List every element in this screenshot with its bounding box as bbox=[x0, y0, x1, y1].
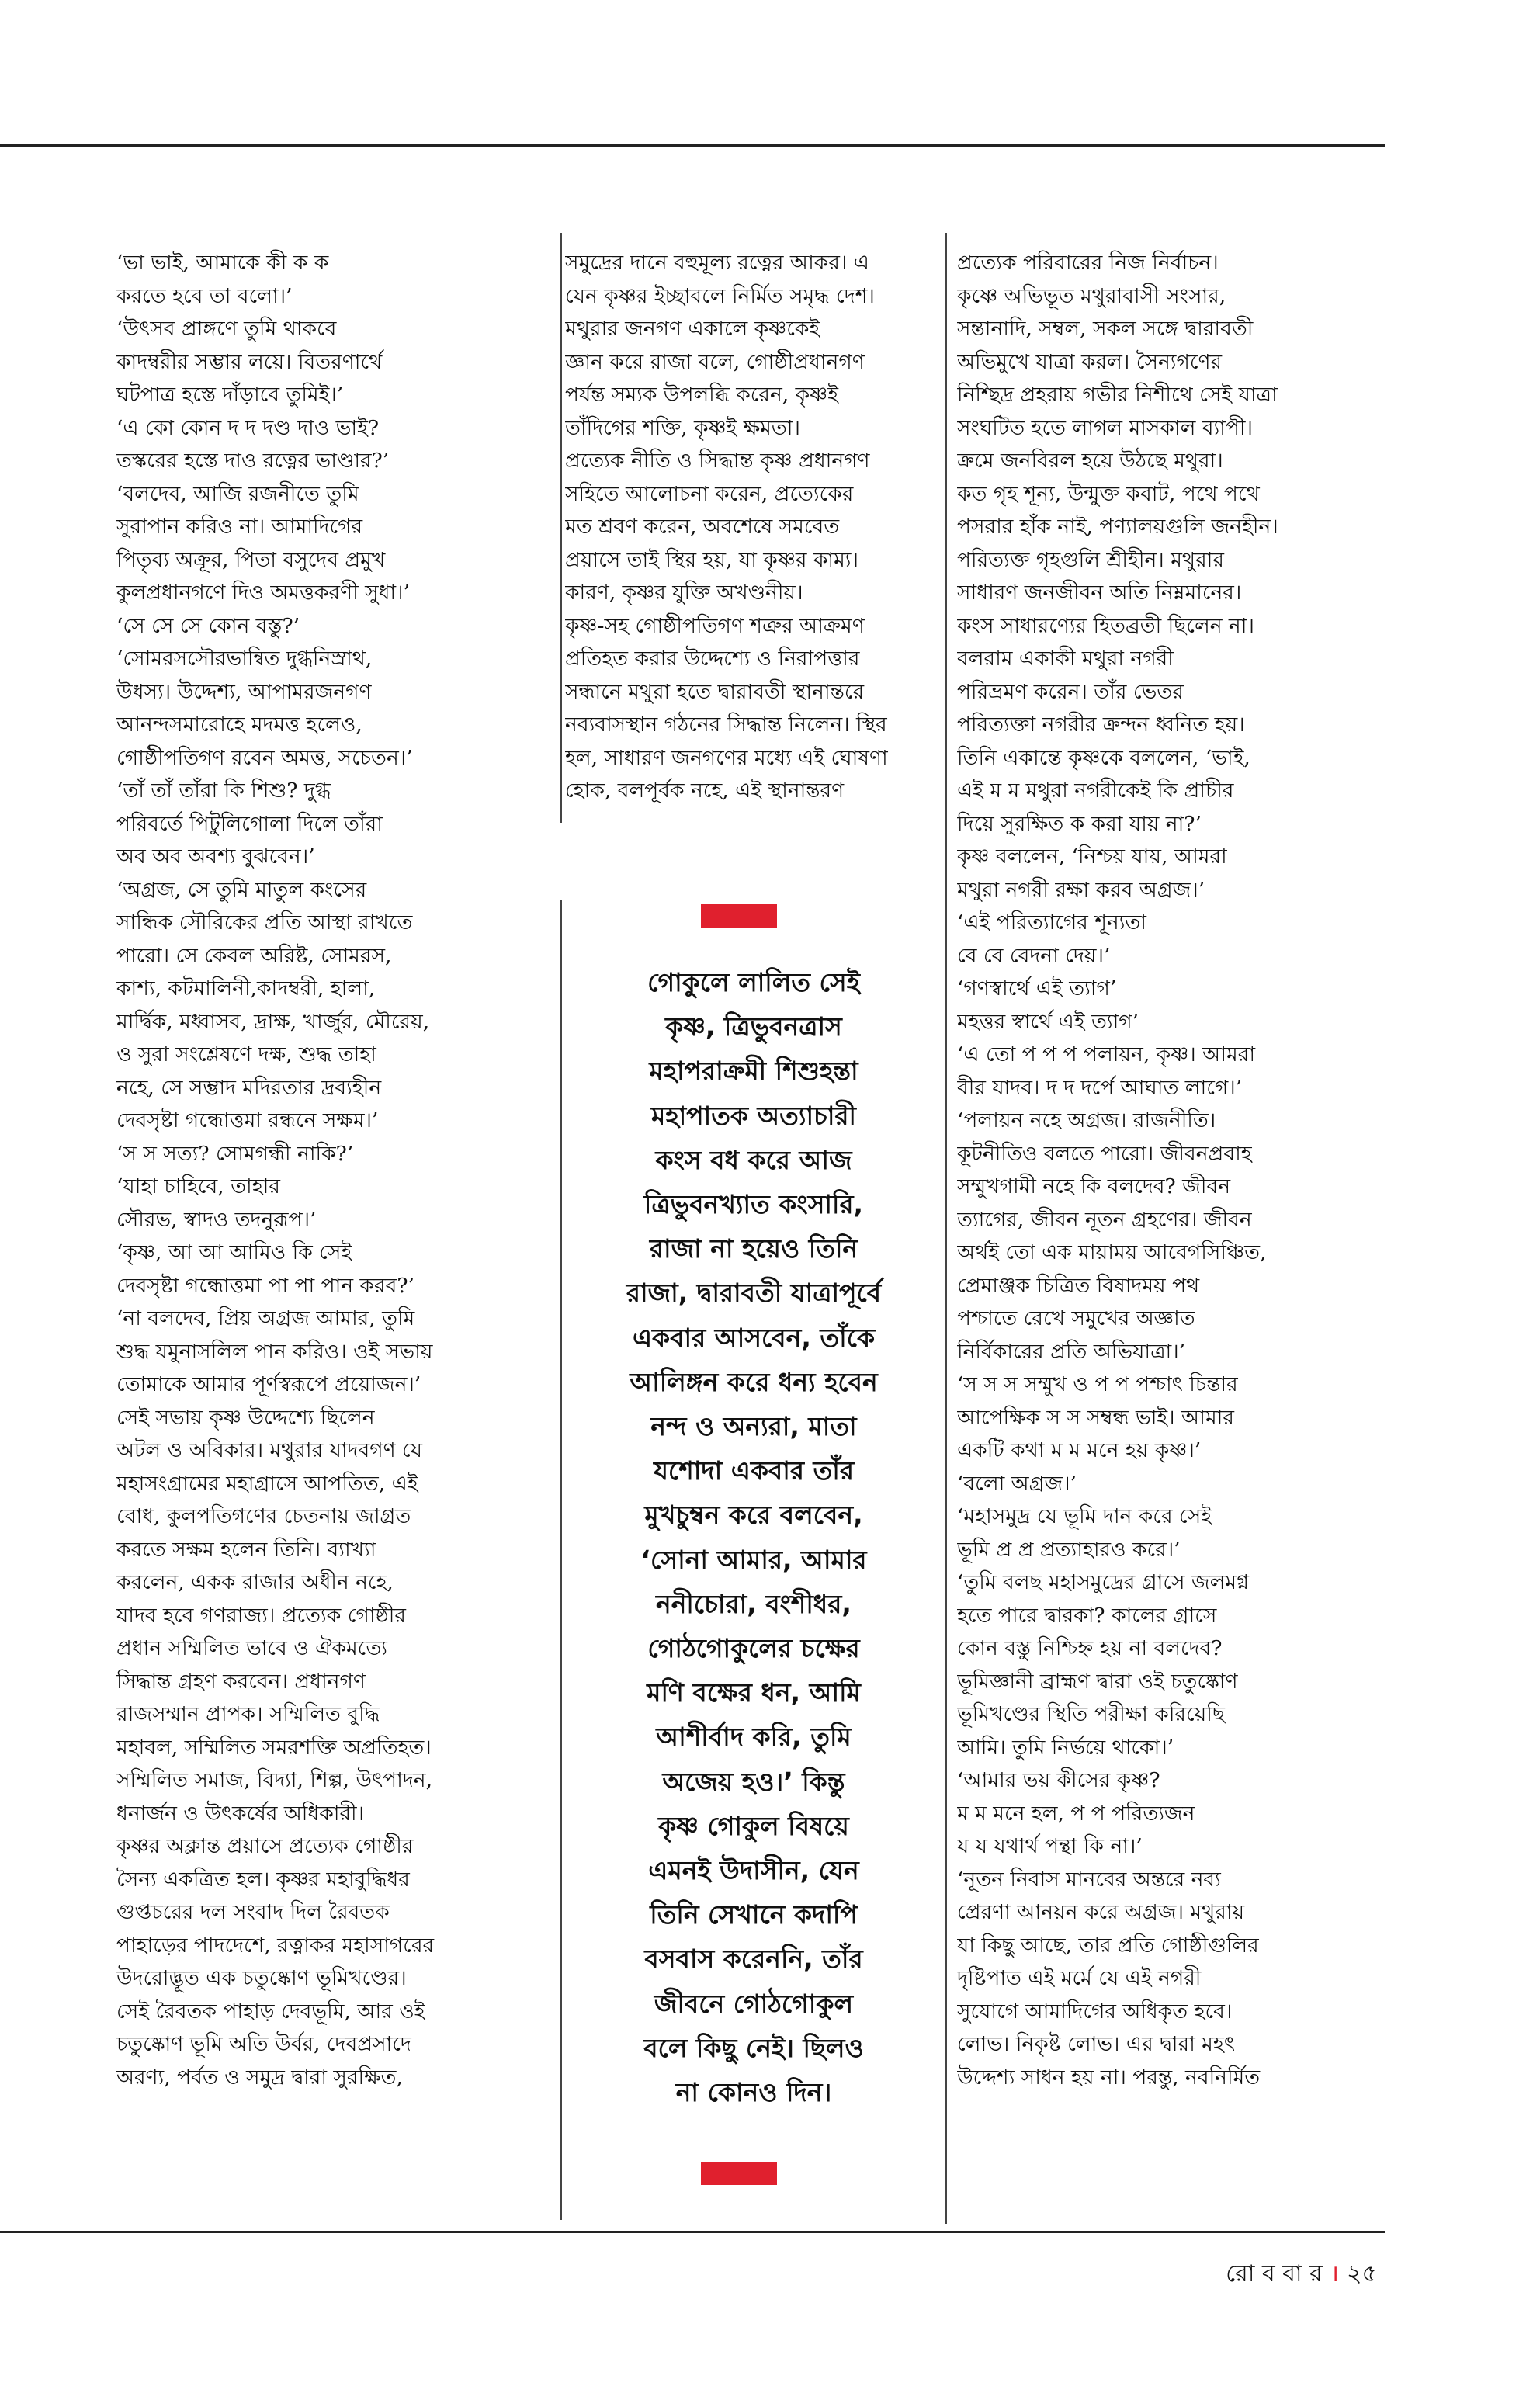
text-line: ও সুরা সংশ্লেষণে দক্ষ, শুদ্ধ তাহা bbox=[116, 1042, 376, 1066]
pull-quote-line: মহাপরাক্রমী শিশুহন্তা bbox=[649, 1056, 858, 1087]
text-line: ‘বলদেব, আজি রজনীতে তুমি bbox=[116, 481, 359, 506]
pull-quote-text bbox=[571, 960, 937, 2114]
text-line: পসরার হাঁক নাই, পণ্যালয়গুলি জনহীন। bbox=[957, 515, 1278, 539]
text-line: শুদ্ধ যমুনাসলিল পান করিও। ওই সভায় bbox=[116, 1339, 433, 1364]
text-line: য য যথার্থ পন্থা কি না।’ bbox=[957, 1834, 1143, 1858]
pull-quote bbox=[571, 897, 937, 2201]
text-line: বোধ, কুলপতিগণের চেতনায় জাগ্রত bbox=[116, 1504, 411, 1528]
pull-quote-line: রাজা, দ্বারাবতী যাত্রাপূর্বে bbox=[626, 1278, 882, 1309]
text-line: পশ্চাতে রেখে সমুখের অজ্ঞাত bbox=[957, 1306, 1195, 1330]
text-line: ভূমিজ্ঞানী ব্রাহ্মণ দ্বারা ওই চতুষ্কোণ bbox=[957, 1669, 1238, 1694]
text-line: ‘নূতন নিবাস মানবের অন্তরে নব্য bbox=[957, 1867, 1221, 1892]
text-line: ‘তাঁ তাঁ তাঁরা কি শিশু? দুগ্ধ bbox=[116, 779, 331, 803]
text-line: ‘স স স সম্মুখ ও প প পশ্চাৎ চিন্তার bbox=[957, 1372, 1238, 1396]
text-line: মহাবল, সম্মিলিত সমরশক্তি অপ্রতিহত। bbox=[116, 1735, 432, 1760]
text-line: ঘটপাত্র হস্তে দাঁড়াবে তুমিই।’ bbox=[116, 383, 344, 407]
text-line: সৈন্য একত্রিত হল। কৃষ্ণর মহাবুদ্ধিধর bbox=[116, 1867, 410, 1892]
pull-quote-line: কৃষ্ণ গোকুল বিষয়ে bbox=[658, 1810, 849, 1841]
text-line: সহিতে আলোচনা করেন, প্রত্যেকের bbox=[565, 481, 854, 506]
page-footer bbox=[1226, 2255, 1377, 2294]
text-line: ‘সোমরসসৌরভান্বিত দুগ্ধনিস্রাথ, bbox=[116, 647, 373, 671]
text-line: পরিবর্তে পিটুলিগোলা দিলে তাঁরা bbox=[116, 811, 383, 836]
text-line: প্রত্যেক নীতি ও সিদ্ধান্ত কৃষ্ণ প্রধানগণ bbox=[565, 449, 870, 473]
text-line: মত শ্রবণ করেন, অবশেষে সমবেত bbox=[565, 515, 840, 539]
text-line: মহাসংগ্রামের মহাগ্রাসে আপতিত, এই bbox=[116, 1471, 418, 1496]
footer-separator: । bbox=[1330, 2260, 1340, 2287]
text-line: ‘পলায়ন নহে অগ্রজ। রাজনীতি। bbox=[957, 1108, 1216, 1132]
text-line: করতে সক্ষম হলেন তিনি। ব্যাখ্যা bbox=[116, 1537, 376, 1562]
text-line: ‘এই পরিত্যাগের শূন্যতা bbox=[957, 910, 1146, 935]
column-divider-2 bbox=[945, 233, 947, 2224]
text-line: দিয়ে সুরক্ষিত ক করা যায় না?’ bbox=[957, 811, 1202, 836]
pull-quote-line: মুখচুম্বন করে বলবেন, bbox=[644, 1500, 863, 1531]
pull-quote-line: রাজা না হয়েও তিনি bbox=[649, 1233, 858, 1264]
pull-quote-line: না কোনও দিন। bbox=[675, 2077, 832, 2108]
text-line: করলেন, একক রাজার অধীন নহে, bbox=[116, 1570, 394, 1594]
text-line: দৃষ্টিপাত এই মর্মে যে এই নগরী bbox=[957, 1966, 1202, 1990]
text-line: যেন কৃষ্ণর ইচ্ছাবলে নির্মিত সমৃদ্ধ দেশ। bbox=[565, 283, 875, 308]
text-line: সৌরভ, স্বাদও তদনুরূপ।’ bbox=[116, 1207, 317, 1232]
text-line: চতুষ্কোণ ভূমি অতি উর্বর, দেবপ্রসাদে bbox=[116, 2032, 411, 2056]
pull-quote-line: অজেয় হও।’ কিন্তু bbox=[662, 1766, 845, 1797]
text-line: ‘উৎসব প্রাঙ্গণে তুমি থাকবে bbox=[116, 317, 337, 341]
column-divider-1 bbox=[560, 233, 562, 823]
text-line: কোন বস্তু নিশ্চিহ্ন হয় না বলদেব? bbox=[957, 1636, 1223, 1660]
text-line: যাদব হবে গণরাজ্য। প্রত্যেক গোষ্ঠীর bbox=[116, 1603, 406, 1628]
text-line: ‘কৃষ্ণ, আ আ আমিও কি সেই bbox=[116, 1240, 352, 1264]
text-line: তাঁদিগের শক্তি, কৃষ্ণই ক্ষমতা। bbox=[565, 415, 800, 440]
text-line: মথুরার জনগণ একালে কৃষ্ণকেই bbox=[565, 317, 820, 341]
text-line: কাশ্য, কটমালিনী,কাদম্বরী, হালা, bbox=[116, 976, 376, 1001]
page-number: ২৫ bbox=[1347, 2260, 1377, 2287]
pull-quote-line: কংস বধ করে আজ bbox=[655, 1144, 852, 1175]
pull-quote-line: নন্দ ও অন্যরা, মাতা bbox=[650, 1411, 857, 1442]
top-rule bbox=[0, 144, 1385, 147]
text-line: উদ্দেশ্য সাধন হয় না। পরন্তু, নবনির্মিত bbox=[957, 2065, 1261, 2090]
text-line: প্রত্যেক পরিবারের নিজ নির্বাচন। bbox=[957, 251, 1219, 275]
pull-quote-line: তিনি সেখানে কদাপি bbox=[650, 1899, 858, 1930]
text-line: ভূমি প্র প্র প্রত্যাহারও করে।’ bbox=[957, 1537, 1181, 1562]
text-line: রাজসম্মান প্রাপক। সম্মিলিত বুদ্ধি bbox=[116, 1702, 380, 1726]
text-line: কৃষ্ণর অক্লান্ত প্রয়াসে প্রত্যেক গোষ্ঠীর bbox=[116, 1834, 414, 1858]
text-line: কৃষ্ণে অভিভূত মথুরাবাসী সংসার, bbox=[957, 283, 1226, 308]
text-line: সেই সভায় কৃষ্ণ উদ্দেশ্যে ছিলেন bbox=[116, 1405, 375, 1430]
text-line: সেই রৈবতক পাহাড় দেবভূমি, আর ওই bbox=[116, 1999, 425, 2024]
pull-quote-line: এমনই উদাসীন, যেন bbox=[648, 1855, 859, 1886]
text-line: পরিভ্রমণ করেন। তাঁর ভেতর bbox=[957, 679, 1184, 704]
text-line: হতে পারে দ্বারকা? কালের গ্রাসে bbox=[957, 1603, 1217, 1628]
pull-quote-line: মণি বক্ষের ধন, আমি bbox=[647, 1677, 861, 1708]
text-line: ‘গণস্বার্থে এই ত্যাগ’ bbox=[957, 976, 1117, 1001]
text-line: ‘বলো অগ্রজ।’ bbox=[957, 1471, 1077, 1496]
text-line: ভূমিখণ্ডের স্থিতি পরীক্ষা করিয়েছি bbox=[957, 1702, 1225, 1726]
pull-quote-border-left bbox=[560, 900, 562, 2220]
text-line: সুযোগে আমাদিগের অধিকৃত হবে। bbox=[957, 1999, 1233, 2024]
text-line: প্রধান সম্মিলিত ভাবে ও ঐকমত্যে bbox=[116, 1636, 387, 1660]
text-line: ম ম মনে হল, প প পরিত্যজন bbox=[957, 1801, 1195, 1826]
text-line: বলরাম একাকী মথুরা নগরী bbox=[957, 647, 1174, 671]
pull-quote-line: বলে কিছু নেই। ছিলও bbox=[643, 2032, 864, 2063]
pull-quote-line: গোঠগোকুলের চক্ষের bbox=[647, 1633, 860, 1664]
text-line: সন্ধানে মথুরা হতে দ্বারাবতী স্থানান্তরে bbox=[565, 679, 865, 704]
text-line: সন্তানাদি, সম্বল, সকল সঙ্গে দ্বারাবতী bbox=[957, 317, 1254, 341]
pull-quote-line: কৃষ্ণ, ত্রিভুবনত্রাস bbox=[665, 1011, 842, 1042]
text-line: যা কিছু আছে, তার প্রতি গোষ্ঠীগুলির bbox=[957, 1933, 1259, 1958]
text-line: প্রেরণা আনয়ন করে অগ্রজ। মথুরায় bbox=[957, 1900, 1245, 1924]
text-line: পর্যন্ত সম্যক উপলব্ধি করেন, কৃষ্ণই bbox=[565, 383, 838, 407]
text-line: সংঘটিত হতে লাগল মাসকাল ব্যাপী। bbox=[957, 415, 1253, 440]
text-line: সিদ্ধান্ত গ্রহণ করবেন। প্রধানগণ bbox=[116, 1669, 366, 1694]
text-line: করতে হবে তা বলো।’ bbox=[116, 283, 293, 308]
text-line: উদরোদ্ভূত এক চতুষ্কোণ ভূমিখণ্ডের। bbox=[116, 1966, 407, 1990]
magazine-name: রো ব বা র bbox=[1226, 2260, 1323, 2287]
text-line: ‘মহাসমুদ্র যে ভূমি দান করে সেই bbox=[957, 1504, 1212, 1528]
text-line: এই ম ম মথুরা নগরীকেই কি প্রাচীর bbox=[957, 779, 1234, 803]
text-line: ‘না বলদেব, প্রিয় অগ্রজ আমার, তুমি bbox=[116, 1306, 415, 1330]
text-line: আপেক্ষিক স স সম্বন্ধ ভাই। আমার bbox=[957, 1405, 1234, 1430]
text-line: নহে, সে সম্ভাদ মদিরতার দ্রব্যহীন bbox=[116, 1075, 382, 1100]
text-line: ‘তুমি বলছ মহাসমুদ্রের গ্রাসে জলমগ্ন bbox=[957, 1570, 1250, 1594]
text-line: কাদম্বরীর সম্ভার লয়ে। বিতরণার্থে bbox=[116, 349, 383, 374]
text-line: প্রেমাঞ্জক চিত্রিত বিষাদময় পথ bbox=[957, 1273, 1200, 1298]
pull-quote-bottom-bar bbox=[701, 2162, 777, 2185]
text-line: অটল ও অবিকার। মথুরার যাদবগণ যে bbox=[116, 1438, 423, 1462]
text-line: মার্দ্বিক, মধ্বাসব, দ্রাক্ষ, খার্জুর, মৌরেয়, bbox=[116, 1009, 430, 1034]
text-line: ‘ভা ভাই, আমাকে কী ক ক bbox=[116, 251, 329, 275]
text-line: সুরাপান করিও না। আমাদিগের bbox=[116, 515, 363, 539]
text-line: অভিমুখে যাত্রা করল। সৈন্যগণের bbox=[957, 349, 1223, 374]
pull-quote-line: জীবনে গোঠগোকুল bbox=[654, 1988, 854, 2019]
text-line: সমুদ্রের দানে বহুমূল্য রত্নের আকর। এ bbox=[565, 251, 869, 275]
text-line: তিনি একান্তে কৃষ্ণকে বললেন, ‘ভাই, bbox=[957, 745, 1250, 770]
pull-quote-line: ‘সোনা আমার, আমার bbox=[640, 1544, 867, 1575]
pull-quote-line: একবার আসবেন, তাঁকে bbox=[632, 1322, 876, 1353]
text-line: মথুরা নগরী রক্ষা করব অগ্রজ।’ bbox=[957, 877, 1205, 902]
text-line: ধনার্জন ও উৎকর্ষের অধিকারী। bbox=[116, 1801, 365, 1826]
text-line: কত গৃহ শূন্য, উন্মুক্ত কবাট, পথে পথে bbox=[957, 481, 1260, 506]
pull-quote-line: আশীর্বাদ করি, তুমি bbox=[656, 1722, 852, 1753]
pull-quote-line: মহাপাতক অত্যাচারী bbox=[651, 1100, 856, 1131]
text-line: কারণ, কৃষ্ণর যুক্তি অখণ্ডনীয়। bbox=[565, 581, 803, 605]
text-line: লোভ। নিকৃষ্ট লোভ। এর দ্বারা মহৎ bbox=[957, 2032, 1235, 2056]
text-line: ‘সে সে সে কোন বস্তু?’ bbox=[116, 613, 300, 638]
article-column-3 bbox=[957, 247, 1376, 2218]
text-line: কুলপ্রধানগণে দিও অমত্তকরণী সুধা।’ bbox=[116, 581, 411, 605]
text-line: অব অব অবশ্য বুঝবেন।’ bbox=[116, 844, 315, 869]
text-line: ‘যাহা চাহিবে, তাহার bbox=[116, 1174, 280, 1198]
text-line: কৃষ্ণ-সহ গোষ্ঠীপতিগণ শত্রুর আক্রমণ bbox=[565, 613, 865, 638]
text-line: একটি কথা ম ম মনে হয় কৃষ্ণ।’ bbox=[957, 1438, 1202, 1462]
text-line: বীর যাদব। দ দ দর্পে আঘাত লাগে।’ bbox=[957, 1075, 1243, 1100]
text-line: ‘এ তো প প প পলায়ন, কৃষ্ণ। আমরা bbox=[957, 1042, 1256, 1066]
text-line: দেবসৃষ্টা গন্ধোত্তমা পা পা পান করব?’ bbox=[116, 1273, 414, 1298]
pull-quote-line: ননীচোরা, বংশীধর, bbox=[656, 1588, 852, 1619]
text-line: গোষ্ঠীপতিগণ রবেন অমত্ত, সচেতন।’ bbox=[116, 745, 413, 770]
pull-quote-top-bar bbox=[701, 904, 777, 928]
text-line: পিতৃব্য অক্রূর, পিতা বসুদেব প্রমুখ bbox=[116, 547, 386, 572]
text-line: ‘আমার ভয় কীসের কৃষ্ণ? bbox=[957, 1768, 1160, 1792]
text-line: প্রতিহত করার উদ্দেশ্যে ও নিরাপত্তার bbox=[565, 647, 860, 671]
text-line: মহত্তর স্বার্থে এই ত্যাগ’ bbox=[957, 1009, 1139, 1034]
text-line: নব্যবাসস্থান গঠনের সিদ্ধান্ত নিলেন। স্থির bbox=[565, 713, 887, 737]
text-line: অর্থই তো এক মায়াময় আবেগসিঞ্চিত, bbox=[957, 1240, 1267, 1264]
pull-quote-line: বসবাস করেননি, তাঁর bbox=[644, 1944, 863, 1975]
text-line: দেবসৃষ্টা গন্ধোত্তমা রন্ধনে সক্ষম।’ bbox=[116, 1108, 379, 1132]
text-line: ত্যাগের, জীবন নূতন গ্রহণের। জীবন bbox=[957, 1207, 1252, 1232]
pull-quote-line: যশোদা একবার তাঁর bbox=[653, 1455, 854, 1486]
text-line: সান্ধিক সৌরিকের প্রতি আস্থা রাখতে bbox=[116, 910, 413, 935]
text-line: হল, সাধারণ জনগণের মধ্যে এই ঘোষণা bbox=[565, 745, 888, 770]
text-line: হোক, বলপূর্বক নহে, এই স্থানান্তরণ bbox=[565, 779, 845, 803]
text-line: বে বে বেদনা দেয়।’ bbox=[957, 943, 1111, 968]
text-line: কংস সাধারণ্যের হিতব্রতী ছিলেন না। bbox=[957, 613, 1254, 638]
text-line: পারো। সে কেবল অরিষ্ট, সোমরস, bbox=[116, 943, 392, 968]
text-line: পাহাড়ের পাদদেশে, রত্নাকর মহাসাগরের bbox=[116, 1933, 435, 1958]
text-line: ‘অগ্রজ, সে তুমি মাতুল কংসের bbox=[116, 877, 367, 902]
text-line: আনন্দসমারোহে মদমত্ত হলেও, bbox=[116, 713, 362, 737]
text-line: পরিত্যক্তা নগরীর ক্রন্দন ধ্বনিত হয়। bbox=[957, 713, 1245, 737]
text-line: প্রয়াসে তাই স্থির হয়, যা কৃষ্ণর কাম্য। bbox=[565, 547, 858, 572]
text-line: পরিত্যক্ত গৃহগুলি শ্রীহীন। মথুরার bbox=[957, 547, 1224, 572]
text-line: ‘এ কো কোন দ দ দণ্ড দাও ভাই? bbox=[116, 415, 380, 440]
pull-quote-line: ত্রিভুবনখ্যাত কংসারি, bbox=[643, 1189, 864, 1220]
text-line: গুপ্তচরের দল সংবাদ দিল রৈবতক bbox=[116, 1900, 390, 1924]
text-line: কূটনীতিও বলতে পারো। জীবনপ্রবাহ bbox=[957, 1141, 1252, 1166]
text-line: উধস্য। উদ্দেশ্য, আপামরজনগণ bbox=[116, 679, 372, 704]
text-line: নির্বিকারের প্রতি অভিযাত্রা।’ bbox=[957, 1339, 1186, 1364]
text-line: কৃষ্ণ বললেন, ‘নিশ্চয় যায়, আমরা bbox=[957, 844, 1227, 869]
pull-quote-line: গোকুলে লালিত সেই bbox=[647, 967, 860, 997]
text-line: সাধারণ জনজীবন অতি নিম্নমানের। bbox=[957, 581, 1242, 605]
text-line: তোমাকে আমার পূর্ণস্বরূপে প্রয়োজন।’ bbox=[116, 1372, 421, 1396]
text-line: ক্রমে জনবিরল হয়ে উঠছে মথুরা। bbox=[957, 449, 1223, 473]
article-column-1 bbox=[116, 247, 551, 2218]
text-line: জ্ঞান করে রাজা বলে, গোষ্ঠীপ্রধানগণ bbox=[565, 349, 865, 374]
bottom-rule bbox=[0, 2231, 1385, 2233]
text-line: নিশ্ছিদ্র প্রহরায় গভীর নিশীথে সেই যাত্রা bbox=[957, 383, 1278, 407]
text-line: অরণ্য, পর্বত ও সমুদ্র দ্বারা সুরক্ষিত, bbox=[116, 2065, 403, 2090]
text-line: সম্মিলিত সমাজ, বিদ্যা, শিল্প, উৎপাদন, bbox=[116, 1768, 432, 1792]
text-line: আমি। তুমি নির্ভয়ে থাকো।’ bbox=[957, 1735, 1174, 1760]
pull-quote-line: আলিঙ্গন করে ধন্য হবেন bbox=[630, 1366, 878, 1397]
text-line: সম্মুখগামী নহে কি বলদেব? জীবন bbox=[957, 1174, 1231, 1198]
article-column-2 bbox=[565, 247, 942, 837]
text-line: ‘স স সত্য? সোমগন্ধী নাকি?’ bbox=[116, 1141, 354, 1166]
text-line: তস্করের হস্তে দাও রত্নের ভাণ্ডার?’ bbox=[116, 449, 390, 473]
